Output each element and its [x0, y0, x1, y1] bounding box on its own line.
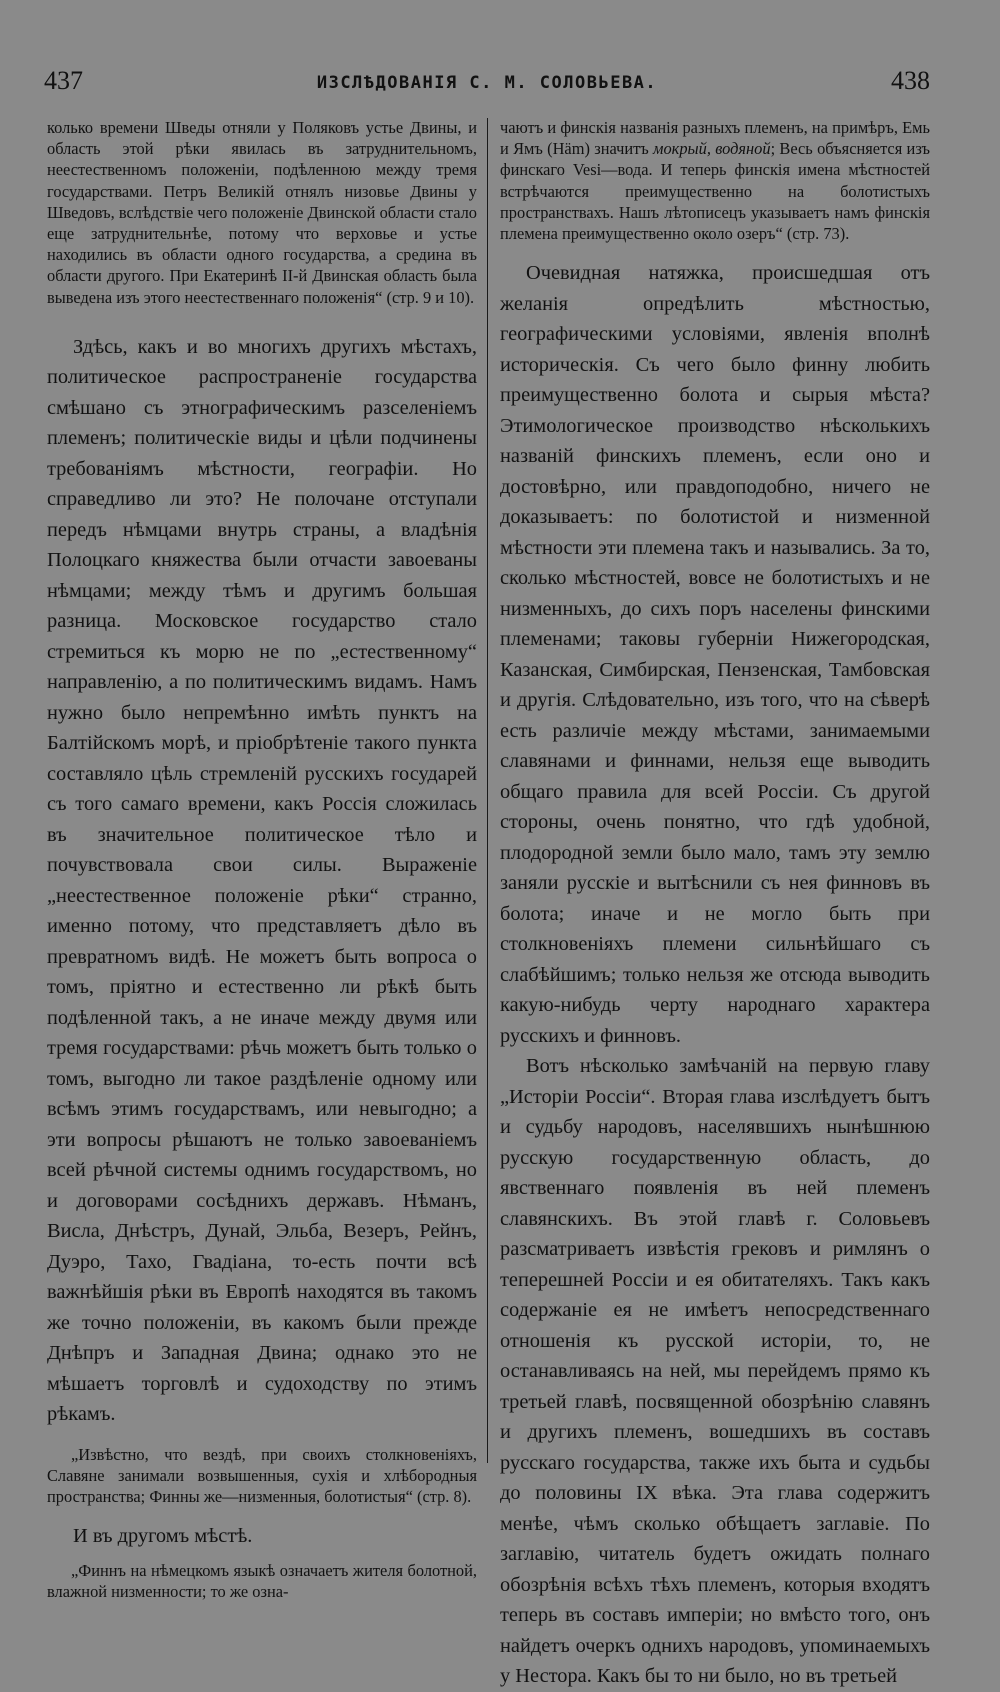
page-number-right: 438 — [891, 66, 930, 95]
body-paragraph: Вотъ нѣсколько замѣчаній на первую главу „Исторіи Россіи“. Вторая глава изслѣдуетъ бытъ и судьбу народовъ, населявшихъ нынѣшнюю русскую государственную область, до явственнаго появленія въ ней племенъ славянскихъ. Въ этой главѣ г. Соловьевъ разсматриваетъ извѣстія грековъ и римлянъ о теперешней Россіи и ея обитателяхъ. Такъ какъ содержаніе ея не имѣетъ непосредственнаго отношенія къ русской исторіи, то, не останавливаясь на ней, мы перейдемъ прямо къ третьей главѣ, посвященной обозрѣнію славянъ и другихъ племенъ, вошедшихъ въ составъ русскаго государства, также ихъ быта и судьбы до половины IX вѣка. Эта глава содержитъ менѣе, чѣмъ сколько обѣщаетъ заглавіе. По заглавію, читатель будетъ ожидать полнаго обозрѣнія всѣхъ тѣхъ племенъ, которыя входятъ теперь въ составъ имперіи; но вмѣсто того, онъ найдетъ очеркъ однихъ народовъ, упоминаемыхъ у Нестора. Какъ бы то ни было, но въ третьей — [500, 1055, 930, 1688]
page-header — [44, 66, 930, 106]
quote-continued: колько времени Шведы отняли у Поляковъ устье Двины, и область этой рѣки явилась въ затруднительномъ, неестественномъ положеніи, подѣленною между тремя государствами. Петръ Великій отнялъ низовье Двины у Шведовъ, вслѣдствіе чего положеніе Двинской области стало еще затруднительнѣе, потому что верховье и устье находились въ области одного государства, а средина въ области другого. При Екатеринѣ II-й Двинская область была выведена изъ этого неестественнаго положенія“ (стр. 9 и 10). — [47, 118, 477, 307]
body-paragraph-short: И въ другомъ мѣстѣ. — [73, 1525, 253, 1548]
quote-paragraph: „Финнъ на нѣмецкомъ языкѣ означаетъ жителя болотной, влажной низменности; то же озна- — [47, 1560, 477, 1602]
quote-continued — [500, 117, 930, 244]
page-number-left: 437 — [44, 66, 83, 95]
quote-text: чаютъ и финскія названія разныхъ племенъ, на примѣръ, Емь и Ямъ (Häm) значитъ — [500, 118, 930, 159]
left-column — [47, 117, 477, 1602]
quote-text: ; Весь объясняется изъ финскаго Vesi—вода. И теперь финскія имена мѣстностей встрѣчаются преимущественно на болотистыхъ пространствахъ. Нашъ лѣтописецъ указываетъ намъ финскія племена преимущественно около озеръ“ (стр. 73). — [500, 139, 930, 244]
quote-italic: мокрый, водяной — [653, 139, 771, 159]
body-paragraph: Здѣсь, какъ и во многихъ другихъ мѣстахъ, политическое распространеніе государства смѣшано съ этнографическимъ разселеніемъ племенъ; политическіе виды и цѣли подчинены требованіямъ мѣстности, географіи. Но справедливо ли это? Не полочане отступали передъ нѣмцами внутрь страны, а владѣнія Полоцкаго княжества были отчасти завоеваны нѣмцами; между тѣмъ и другимъ большая разница. Московское государство стало стремиться къ морю не по „естественному“ направленію, а по политическимъ видамъ. Намъ нужно было непремѣнно имѣть пунктъ на Балтійскомъ морѣ, и пріобрѣтеніе такого пункта составляло цѣль стремленій русскихъ государей съ того самаго времени, какъ Россія сложилась въ значительное политическое тѣло и почувствовала свои силы. Выраженіе „неестественное положеніе рѣки“ странно, именно потому, что представляетъ дѣло въ превратномъ видѣ. Не можетъ быть вопроса о томъ, пріятно и естественно ли рѣкѣ быть подѣленной такъ, а не иначе между двумя или тремя государствами: рѣчь можетъ быть только о томъ, выгодно ли такое раздѣленіе одному или всѣмъ этимъ государствамъ, или невыгодно; а эти вопросы рѣшаютъ не только завоеваніемъ всей рѣчной системы однимъ государствомъ, но и договорами сосѣднихъ державъ. Нѣманъ, Висла, Днѣстръ, Дунай, Эльба, Везеръ, Рейнъ, Дуэро, Тахо, Гвадіана, то-есть почти всѣ важнѣйшія рѣки въ Европѣ находятся въ такомъ же точно положеніи, въ какомъ были прежде Днѣпръ и Западная Двина; однако это не мѣшаетъ торговлѣ и судоходству по этимъ рѣкамъ. — [47, 335, 477, 1426]
right-column — [500, 117, 930, 1688]
quote-paragraph: „Извѣстно, что вездѣ, при своихъ столкновеніяхъ, Славяне занимали возвышенныя, сухія и хлѣбородныя пространства; Финны же—низменныя, болотистыя“ (стр. 8). — [47, 1444, 477, 1507]
column-divider — [487, 118, 488, 1463]
running-title: ИЗСЛѢДОВАНІЯ С. М. СОЛОВЬЕВА. — [316, 73, 658, 93]
body-paragraph: Очевидная натяжка, происшедшая отъ желанія опредѣлить мѣстностью, географическими условіями, явленія вполнѣ историческія. Съ чего было финну любить преимущественно болота и сырыя мѣста? Этимологическое производство нѣсколькихъ названій финскихъ племенъ, если оно и достовѣрно, или правдоподобно, ничего не доказываетъ: по болотистой и низменной мѣстности эти племена такъ и назывались. За то, сколько мѣстностей, вовсе не болотистыхъ и не низменныхъ, до сихъ поръ населены финскими племенами; таковы губерніи Нижегородская, Казанская, Симбирская, Пензенская, Тамбовская и другія. Слѣдовательно, изъ того, что на сѣверѣ есть различіе между мѣстами, занимаемыми славянами и финнами, нельзя еще выводить общаго правила для всей Россіи. Съ другой стороны, очень понятно, что гдѣ удобной, плодородной земли было мало, тамъ эту землю заняли русскіе и вытѣснили съ нея финновъ въ болота; иначе и не могло быть при столкновеніяхъ племени сильнѣйшаго съ слабѣйшимъ; только нельзя же отсюда выводить какую-нибудь черту народнаго характера русскихъ и финновъ. — [500, 262, 930, 1047]
